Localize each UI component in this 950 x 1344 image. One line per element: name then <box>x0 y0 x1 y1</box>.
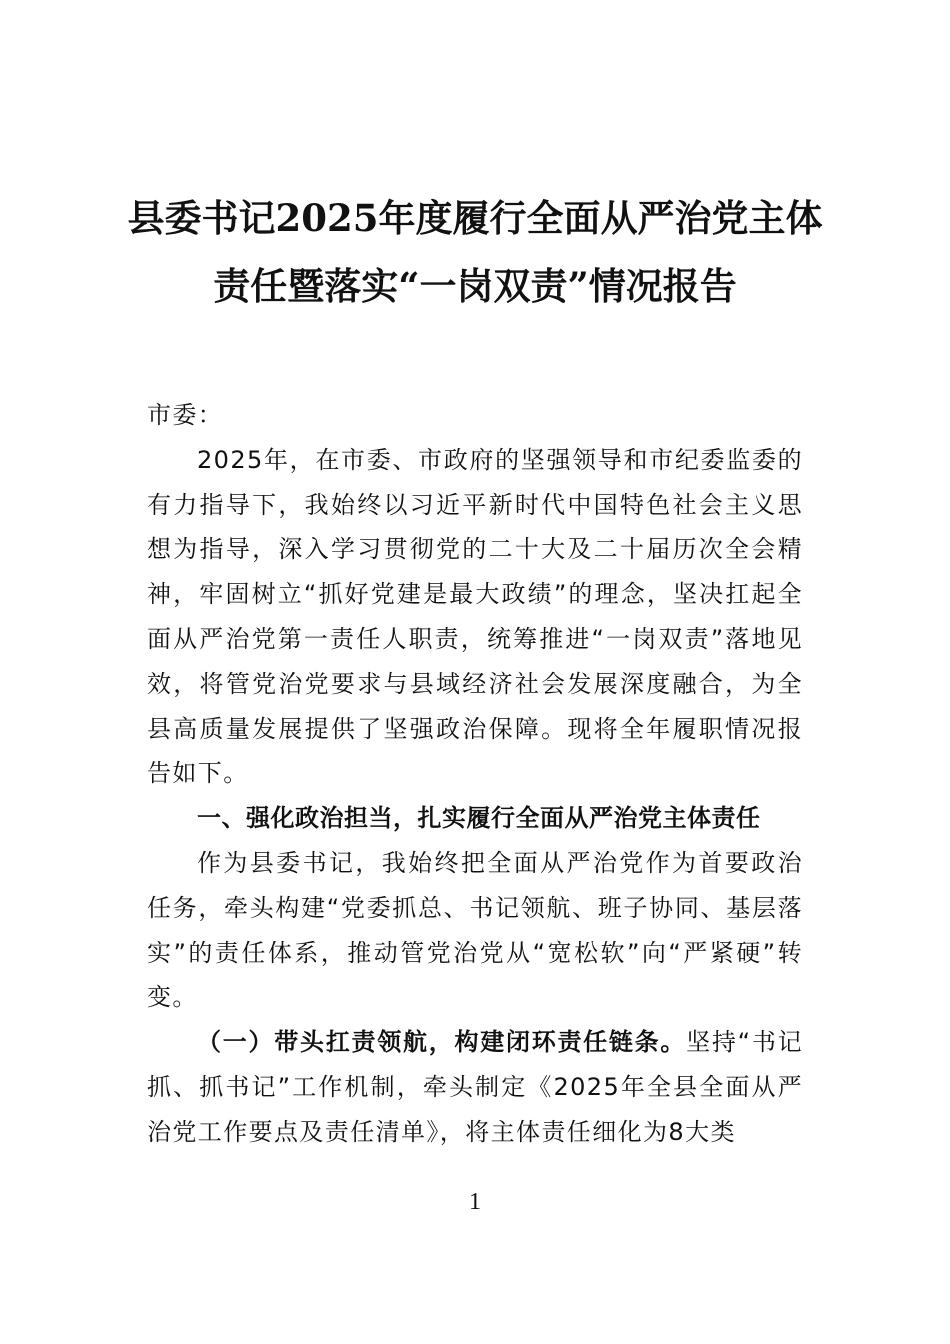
subsection-1-paragraph <box>147 1020 803 1154</box>
section-1-heading: 一、强化政治担当，扎实履行全面从严治党主体责任 <box>197 804 761 833</box>
document-title-line-1: 县委书记2025年度履行全面从严治党主体 <box>127 196 823 240</box>
document-title-line-2: 责任暨落实“一岗双责”情况报告 <box>213 264 737 308</box>
subsection-1-heading: （一）带头扛责领航，构建闭环责任链条。 <box>197 1028 687 1057</box>
document-body <box>147 393 803 1155</box>
intro-paragraph: 2025年，在市委、市政府的坚强领导和市纪委监委的有力指导下，我始终以习近平新时代中国特色社会主义思想为指导，深入学习贯彻党的二十大及二十届历次全会精神，牢固树立“抓好党建是最大政绩”的理念，坚决扛起全面从严治党第一责任人职责，统筹推进“一岗双责”落地见效，将管党治党要求与县域经济社会发展深度融合，为全县高质量发展提供了坚强政治保障。现将全年履职情况报告如下。 <box>147 445 803 788</box>
section-1-paragraph: 作为县委书记，我始终把全面从严治党作为首要政治任务，牵头构建“党委抓总、书记领航、班子协同、基层落实”的责任体系，推动管党治党从“宽松软”向“严紧硬”转变。 <box>147 848 803 1012</box>
salutation: 市委： <box>147 401 224 429</box>
subsection-1-text: 坚持“书记抓、抓书记”工作机制，牵头制定《2025年全县全面从严治党工作要点及责任清单》，将主体责任细化为8大类 <box>147 1028 803 1146</box>
page-number: 1 <box>469 1189 481 1215</box>
